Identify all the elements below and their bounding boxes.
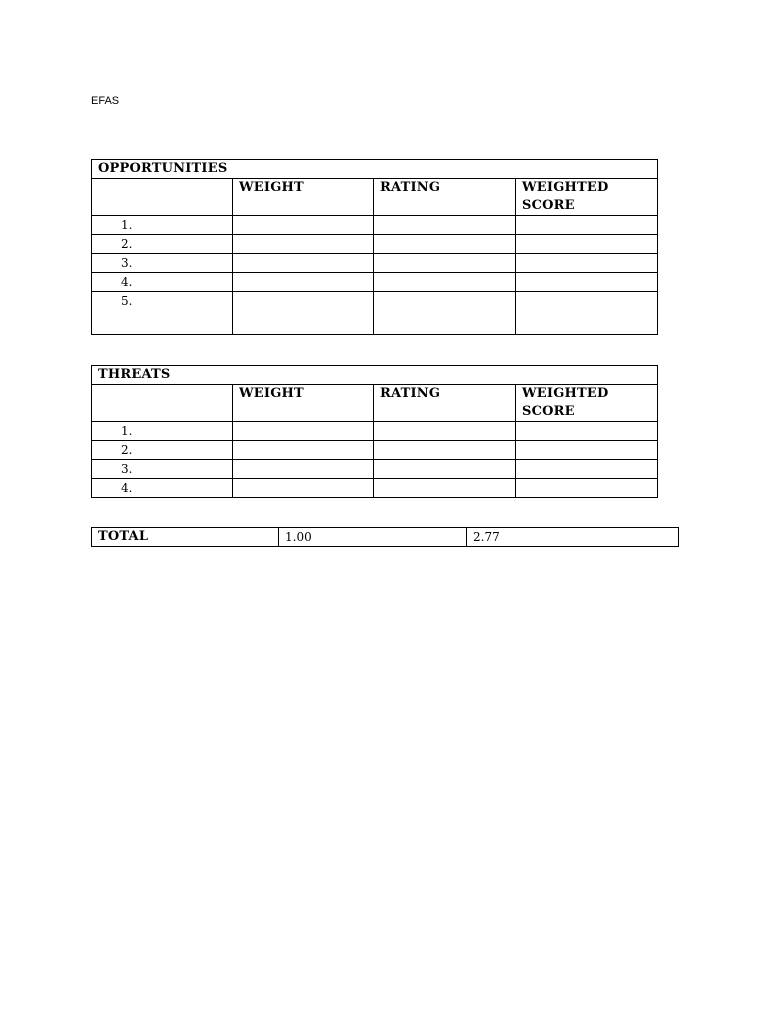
rating-cell	[374, 292, 516, 335]
row-number: 4.	[92, 273, 233, 292]
table-row	[92, 292, 658, 335]
threats-title-row	[92, 366, 658, 385]
weighted-score-cell	[516, 273, 658, 292]
weight-cell	[233, 479, 374, 498]
weighted-score-cell	[516, 479, 658, 498]
weight-cell	[233, 254, 374, 273]
row-number: 5.	[92, 292, 233, 335]
weight-cell	[233, 235, 374, 254]
opportunities-header-weighted-score: WEIGHTED SCORE	[516, 179, 658, 216]
total-row	[92, 528, 679, 547]
table-row	[92, 235, 658, 254]
weight-cell	[233, 460, 374, 479]
row-number: 3.	[92, 460, 233, 479]
weighted-score-cell	[516, 292, 658, 335]
table-row	[92, 441, 658, 460]
weight-cell	[233, 441, 374, 460]
total-label: TOTAL	[92, 528, 279, 547]
row-number: 4.	[92, 479, 233, 498]
rating-cell	[374, 422, 516, 441]
opportunities-title-row	[92, 160, 658, 179]
rating-cell	[374, 460, 516, 479]
row-number: 2.	[92, 441, 233, 460]
weight-cell	[233, 422, 374, 441]
row-number: 1.	[92, 216, 233, 235]
document-title: EFAS	[91, 95, 120, 107]
table-row	[92, 216, 658, 235]
weighted-score-cell	[516, 460, 658, 479]
threats-header-row	[92, 385, 658, 422]
opportunities-header-weight: WEIGHT	[233, 179, 374, 216]
total-table	[91, 527, 679, 547]
row-number: 1.	[92, 422, 233, 441]
rating-cell	[374, 273, 516, 292]
opportunities-title: OPPORTUNITIES	[92, 160, 658, 179]
weighted-score-cell	[516, 254, 658, 273]
weighted-score-cell	[516, 422, 658, 441]
row-number: 3.	[92, 254, 233, 273]
opportunities-table	[91, 159, 658, 335]
rating-cell	[374, 479, 516, 498]
threats-header-rating: RATING	[374, 385, 516, 422]
weighted-score-cell	[516, 235, 658, 254]
total-score: 2.77	[467, 528, 679, 547]
threats-header-weight: WEIGHT	[233, 385, 374, 422]
opportunities-header-row	[92, 179, 658, 216]
weight-cell	[233, 292, 374, 335]
table-row	[92, 479, 658, 498]
weighted-score-cell	[516, 441, 658, 460]
table-row	[92, 422, 658, 441]
rating-cell	[374, 235, 516, 254]
threats-table	[91, 365, 658, 498]
opportunities-header-rating: RATING	[374, 179, 516, 216]
opportunities-header-blank	[92, 179, 233, 216]
rating-cell	[374, 216, 516, 235]
total-weight: 1.00	[279, 528, 467, 547]
table-row	[92, 273, 658, 292]
weight-cell	[233, 216, 374, 235]
rating-cell	[374, 441, 516, 460]
threats-header-weighted-score: WEIGHTED SCORE	[516, 385, 658, 422]
threats-title: THREATS	[92, 366, 658, 385]
table-row	[92, 254, 658, 273]
weighted-score-cell	[516, 216, 658, 235]
table-row	[92, 460, 658, 479]
row-number: 2.	[92, 235, 233, 254]
threats-header-blank	[92, 385, 233, 422]
weight-cell	[233, 273, 374, 292]
rating-cell	[374, 254, 516, 273]
